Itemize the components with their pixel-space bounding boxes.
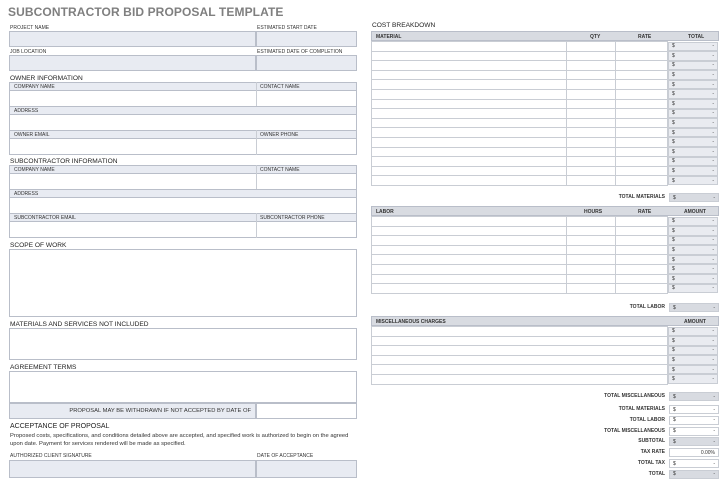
table-cell[interactable]	[372, 236, 567, 246]
currency-symbol: $	[672, 275, 675, 282]
table-row[interactable]	[372, 176, 719, 186]
table-cell[interactable]	[566, 51, 616, 61]
table-cell[interactable]	[668, 226, 718, 236]
total-misc-value	[669, 392, 719, 401]
table-row[interactable]	[372, 336, 719, 346]
table-cell[interactable]	[372, 176, 567, 186]
table-cell[interactable]	[372, 336, 668, 346]
table-row[interactable]	[372, 89, 719, 99]
owner-header-row	[9, 82, 357, 91]
currency-symbol: $	[672, 357, 675, 364]
table-cell[interactable]	[372, 80, 567, 90]
dash-value: -	[713, 194, 715, 201]
summary-label: TOTAL MATERIALS	[618, 406, 665, 412]
table-cell[interactable]	[566, 70, 616, 80]
currency-symbol: $	[673, 194, 676, 201]
table-row[interactable]	[372, 118, 719, 128]
table-cell[interactable]	[372, 346, 668, 356]
labor-col-header: LABOR	[376, 209, 394, 215]
dash-value: -	[712, 43, 714, 50]
currency-symbol: $	[672, 285, 675, 292]
table-row[interactable]	[372, 109, 719, 119]
summary-value	[669, 416, 719, 425]
table-cell[interactable]	[372, 245, 567, 255]
table-cell[interactable]	[566, 99, 616, 109]
est-start-field[interactable]	[256, 31, 357, 47]
table-cell[interactable]	[668, 166, 718, 176]
currency-symbol: $	[672, 366, 675, 373]
table-cell[interactable]	[668, 264, 718, 274]
table-cell[interactable]	[668, 346, 718, 356]
table-cell[interactable]	[566, 255, 616, 265]
table-cell[interactable]	[372, 137, 567, 147]
summary-value	[669, 459, 719, 468]
dash-value: -	[712, 148, 714, 155]
table-cell[interactable]	[372, 327, 668, 337]
table-cell[interactable]	[616, 274, 668, 284]
table-cell[interactable]	[668, 336, 718, 346]
table-cell[interactable]	[372, 51, 567, 61]
table-cell[interactable]	[616, 109, 668, 119]
summary-label: TOTAL TAX	[637, 460, 665, 466]
amount-col-header: AMOUNT	[684, 209, 706, 215]
owner-info-block	[9, 82, 357, 155]
sub-phone-label: SUBCONTRACTOR PHONE	[260, 215, 325, 221]
table-cell[interactable]	[668, 355, 718, 365]
table-cell[interactable]	[616, 51, 668, 61]
table-cell[interactable]	[616, 217, 668, 227]
currency-symbol: $	[673, 428, 676, 435]
currency-symbol: $	[672, 139, 675, 146]
table-cell[interactable]	[668, 157, 718, 167]
table-cell[interactable]	[668, 128, 718, 138]
agreement-terms-heading: AGREEMENT TERMS	[10, 364, 77, 371]
owner-info-heading: OWNER INFORMATION	[10, 75, 83, 82]
table-cell[interactable]	[566, 217, 616, 227]
table-cell[interactable]	[616, 166, 668, 176]
acceptance-date-label: DATE OF ACCEPTANCE	[257, 453, 314, 459]
currency-symbol: $	[672, 110, 675, 117]
dash-value: -	[712, 366, 714, 373]
table-cell[interactable]	[566, 128, 616, 138]
table-cell[interactable]	[668, 176, 718, 186]
signature-field[interactable]	[9, 460, 256, 478]
dash-value: -	[712, 81, 714, 88]
cost-breakdown-heading: COST BREAKDOWN	[372, 22, 436, 29]
project-name-label: PROJECT NAME	[10, 25, 50, 31]
table-cell[interactable]	[372, 157, 567, 167]
currency-symbol: $	[673, 406, 676, 413]
acceptance-date-field[interactable]	[256, 460, 357, 478]
currency-symbol: $	[673, 471, 676, 478]
summary-amount: -	[713, 460, 715, 467]
table-row[interactable]	[372, 42, 719, 52]
table-row[interactable]	[372, 355, 719, 365]
table-row[interactable]	[372, 245, 719, 255]
table-cell[interactable]	[668, 137, 718, 147]
table-cell[interactable]	[616, 80, 668, 90]
table-cell[interactable]	[372, 374, 668, 384]
signature-label: AUTHORIZED CLIENT SIGNATURE	[10, 453, 92, 459]
table-cell[interactable]	[566, 245, 616, 255]
rate-col-header: RATE	[638, 34, 652, 40]
table-row[interactable]	[372, 99, 719, 109]
owner-divider-2	[256, 130, 257, 155]
summary-label: SUBTOTAL	[638, 438, 665, 445]
table-row[interactable]	[372, 137, 719, 147]
sub-address-bar	[9, 189, 357, 198]
not-included-heading: MATERIALS AND SERVICES NOT INCLUDED	[10, 321, 149, 328]
dash-value: -	[712, 110, 714, 117]
sub-contact-label: CONTACT NAME	[260, 167, 300, 173]
currency-symbol: $	[672, 100, 675, 107]
table-cell[interactable]	[566, 118, 616, 128]
table-row[interactable]	[372, 255, 719, 265]
table-cell[interactable]	[616, 147, 668, 157]
labor-header-row	[371, 206, 719, 216]
hours-col-header: HOURS	[584, 209, 603, 215]
summary-label: TOTAL LABOR	[629, 416, 665, 423]
misc-table	[371, 326, 719, 385]
currency-symbol: $	[672, 177, 675, 184]
job-location-label: JOB LOCATION	[10, 49, 47, 55]
currency-symbol: $	[672, 62, 675, 69]
not-included-field[interactable]	[9, 328, 357, 360]
table-row[interactable]	[372, 327, 719, 337]
dash-value: -	[712, 177, 714, 184]
table-cell[interactable]	[372, 166, 567, 176]
table-cell[interactable]	[616, 226, 668, 236]
summary-amount: -	[713, 471, 715, 478]
summary-label: TOTAL MISCELLANEOUS	[604, 427, 665, 434]
sub-company-label: COMPANY NAME	[14, 167, 55, 173]
dash-value: -	[712, 139, 714, 146]
dash-value: -	[712, 275, 714, 282]
summary-label: TAX RATE	[640, 449, 665, 456]
table-cell[interactable]	[616, 128, 668, 138]
owner-divider	[256, 82, 257, 107]
table-cell[interactable]	[668, 274, 718, 284]
page-title: SUBCONTRACTOR BID PROPOSAL TEMPLATE	[8, 5, 284, 19]
sub-divider-2	[256, 213, 257, 238]
currency-symbol: $	[672, 337, 675, 344]
dash-value: -	[712, 62, 714, 69]
currency-symbol: $	[673, 393, 676, 400]
table-row[interactable]	[372, 128, 719, 138]
dash-value: -	[713, 393, 715, 400]
summary-label: TOTAL	[648, 470, 665, 477]
table-row[interactable]	[372, 70, 719, 80]
dash-value: -	[712, 158, 714, 165]
acceptance-heading: ACCEPTANCE OF PROPOSAL	[10, 423, 110, 430]
currency-symbol: $	[672, 237, 675, 244]
currency-symbol: $	[672, 247, 675, 254]
table-cell[interactable]	[372, 255, 567, 265]
currency-symbol: $	[673, 417, 676, 424]
job-location-field[interactable]	[9, 55, 256, 71]
table-row[interactable]	[372, 274, 719, 284]
table-cell[interactable]	[566, 274, 616, 284]
currency-symbol: $	[672, 91, 675, 98]
withdraw-label-cell	[9, 403, 256, 419]
dash-value: -	[712, 129, 714, 136]
table-cell[interactable]	[372, 284, 567, 294]
table-cell[interactable]	[668, 42, 718, 52]
sub-address-label: ADDRESS	[14, 191, 39, 197]
table-row[interactable]	[372, 346, 719, 356]
table-cell[interactable]	[566, 147, 616, 157]
summary-amount: -	[713, 406, 715, 413]
table-cell[interactable]	[372, 147, 567, 157]
table-cell[interactable]	[668, 236, 718, 246]
summary-value	[669, 427, 719, 436]
est-completion-field[interactable]	[256, 55, 357, 71]
dash-value: -	[712, 337, 714, 344]
total-materials-label: TOTAL MATERIALS	[618, 194, 665, 200]
table-cell[interactable]	[372, 118, 567, 128]
currency-symbol: $	[672, 72, 675, 79]
table-cell[interactable]	[566, 109, 616, 119]
withdraw-text: PROPOSAL MAY BE WITHDRAWN IF NOT ACCEPTED BY DATE OF	[69, 408, 251, 414]
currency-symbol: $	[672, 129, 675, 136]
currency-symbol: $	[672, 328, 675, 335]
table-cell[interactable]	[668, 327, 718, 337]
owner-contact-label: CONTACT NAME	[260, 84, 300, 90]
dash-value: -	[712, 237, 714, 244]
misc-header-row	[371, 316, 719, 326]
project-name-field[interactable]	[9, 31, 256, 47]
summary-value	[669, 405, 719, 414]
table-cell[interactable]	[616, 264, 668, 274]
est-completion-label: ESTIMATED DATE OF COMPLETION	[257, 49, 343, 55]
table-cell[interactable]	[566, 284, 616, 294]
table-cell[interactable]	[566, 166, 616, 176]
table-row[interactable]	[372, 217, 719, 227]
table-row[interactable]	[372, 147, 719, 157]
currency-symbol: $	[673, 438, 676, 445]
dash-value: -	[712, 347, 714, 354]
table-cell[interactable]	[668, 80, 718, 90]
owner-address-label: ADDRESS	[14, 108, 39, 114]
est-start-label: ESTIMATED START DATE	[257, 25, 317, 31]
dash-value: -	[712, 100, 714, 107]
table-cell[interactable]	[668, 109, 718, 119]
owner-email-label: OWNER EMAIL	[14, 132, 50, 138]
dash-value: -	[712, 218, 714, 225]
labor-table	[371, 216, 719, 294]
qty-col-header: QTY	[590, 34, 601, 40]
table-cell[interactable]	[372, 274, 567, 284]
table-cell[interactable]	[616, 42, 668, 52]
table-cell[interactable]	[566, 226, 616, 236]
summary-amount: -	[713, 417, 715, 424]
total-col-header: TOTAL	[688, 34, 705, 40]
table-cell[interactable]	[616, 176, 668, 186]
table-row[interactable]	[372, 166, 719, 176]
summary-value	[669, 437, 719, 446]
table-cell[interactable]	[616, 284, 668, 294]
dash-value: -	[712, 91, 714, 98]
owner-phone-label: OWNER PHONE	[260, 132, 299, 138]
table-cell[interactable]	[616, 255, 668, 265]
table-cell[interactable]	[566, 42, 616, 52]
table-cell[interactable]	[372, 99, 567, 109]
currency-symbol: $	[672, 120, 675, 127]
currency-symbol: $	[672, 81, 675, 88]
table-cell[interactable]	[668, 61, 718, 71]
currency-symbol: $	[672, 43, 675, 50]
sub-info-block	[9, 165, 357, 238]
table-row[interactable]	[372, 365, 719, 375]
currency-symbol: $	[672, 158, 675, 165]
sub-divider	[256, 165, 257, 190]
dash-value: -	[712, 72, 714, 79]
table-cell[interactable]	[372, 217, 567, 227]
dash-value: -	[713, 304, 715, 311]
sub-header-row	[9, 165, 357, 174]
table-cell[interactable]	[372, 264, 567, 274]
table-cell[interactable]	[616, 99, 668, 109]
currency-symbol: $	[672, 347, 675, 354]
currency-symbol: $	[672, 266, 675, 273]
currency-symbol: $	[672, 218, 675, 225]
table-row[interactable]	[372, 61, 719, 71]
table-cell[interactable]	[668, 70, 718, 80]
table-cell[interactable]	[616, 89, 668, 99]
total-materials-value	[669, 193, 719, 202]
dash-value: -	[712, 266, 714, 273]
agreement-terms-field[interactable]	[9, 371, 357, 403]
summary-value[interactable]	[669, 448, 719, 457]
table-cell[interactable]	[566, 264, 616, 274]
dash-value: -	[712, 256, 714, 263]
table-cell[interactable]	[616, 245, 668, 255]
table-cell[interactable]	[372, 355, 668, 365]
table-cell[interactable]	[616, 137, 668, 147]
table-cell[interactable]	[616, 236, 668, 246]
summary-amount: 0.00%	[700, 449, 715, 456]
table-cell[interactable]	[668, 217, 718, 227]
table-row[interactable]	[372, 51, 719, 61]
total-labor-label: TOTAL LABOR	[629, 304, 665, 310]
table-cell[interactable]	[616, 70, 668, 80]
acceptance-text: Proposed costs, specifications, and conditions detailed above are accepted, and specified work is authorized to begin on the agreed upon date. Payment for services rendered will be made as specified.	[10, 433, 349, 447]
total-misc-label: TOTAL MISCELLANEOUS	[604, 393, 665, 399]
material-col-header: MATERIAL	[376, 34, 402, 40]
table-cell[interactable]	[668, 99, 718, 109]
table-cell[interactable]	[566, 236, 616, 246]
table-cell[interactable]	[566, 80, 616, 90]
table-cell[interactable]	[372, 365, 668, 375]
table-cell[interactable]	[372, 109, 567, 119]
summary-value	[669, 470, 719, 479]
misc-col-header: MISCELLANEOUS CHARGES	[376, 319, 446, 325]
owner-email-bar	[9, 130, 357, 139]
table-cell[interactable]	[566, 89, 616, 99]
table-cell[interactable]	[372, 70, 567, 80]
table-cell[interactable]	[566, 157, 616, 167]
table-cell[interactable]	[668, 89, 718, 99]
table-row[interactable]	[372, 236, 719, 246]
table-row[interactable]	[372, 80, 719, 90]
dash-value: -	[712, 376, 714, 383]
summary-amount: -	[713, 438, 715, 445]
table-row[interactable]	[372, 264, 719, 274]
table-cell[interactable]	[616, 118, 668, 128]
table-cell[interactable]	[372, 128, 567, 138]
owner-company-label: COMPANY NAME	[14, 84, 55, 90]
dash-value: -	[712, 247, 714, 254]
table-cell[interactable]	[372, 89, 567, 99]
materials-header-row	[371, 31, 719, 41]
dash-value: -	[712, 168, 714, 175]
table-cell[interactable]	[668, 374, 718, 384]
summary-amount: -	[713, 428, 715, 435]
misc-amount-col-header: AMOUNT	[684, 319, 706, 325]
currency-symbol: $	[672, 148, 675, 155]
owner-address-bar	[9, 106, 357, 115]
materials-table	[371, 41, 719, 186]
table-cell[interactable]	[668, 255, 718, 265]
currency-symbol: $	[672, 227, 675, 234]
table-cell[interactable]	[566, 176, 616, 186]
currency-symbol: $	[672, 376, 675, 383]
scope-field[interactable]	[9, 249, 357, 317]
table-cell[interactable]	[372, 61, 567, 71]
sub-email-label: SUBCONTRACTOR EMAIL	[14, 215, 76, 221]
dash-value: -	[712, 357, 714, 364]
table-cell[interactable]	[616, 61, 668, 71]
table-cell[interactable]	[616, 157, 668, 167]
labor-rate-col-header: RATE	[638, 209, 652, 215]
dash-value: -	[712, 328, 714, 335]
table-cell[interactable]	[668, 245, 718, 255]
table-cell[interactable]	[566, 137, 616, 147]
table-cell[interactable]	[566, 61, 616, 71]
scope-heading: SCOPE OF WORK	[10, 242, 67, 249]
table-cell[interactable]	[668, 284, 718, 294]
table-row[interactable]	[372, 157, 719, 167]
table-cell[interactable]	[372, 226, 567, 236]
currency-symbol: $	[673, 460, 676, 467]
table-cell[interactable]	[668, 147, 718, 157]
dash-value: -	[712, 227, 714, 234]
table-cell[interactable]	[668, 118, 718, 128]
table-row[interactable]	[372, 374, 719, 384]
table-cell[interactable]	[372, 42, 567, 52]
table-row[interactable]	[372, 284, 719, 294]
table-cell[interactable]	[668, 365, 718, 375]
total-labor-value	[669, 303, 719, 312]
currency-symbol: $	[672, 52, 675, 59]
withdraw-date-field[interactable]	[256, 403, 357, 419]
sub-info-heading: SUBCONTRACTOR INFORMATION	[10, 158, 118, 165]
currency-symbol: $	[672, 168, 675, 175]
table-cell[interactable]	[668, 51, 718, 61]
table-row[interactable]	[372, 226, 719, 236]
dash-value: -	[712, 285, 714, 292]
dash-value: -	[712, 52, 714, 59]
currency-symbol: $	[672, 256, 675, 263]
currency-symbol: $	[673, 304, 676, 311]
dash-value: -	[712, 120, 714, 127]
